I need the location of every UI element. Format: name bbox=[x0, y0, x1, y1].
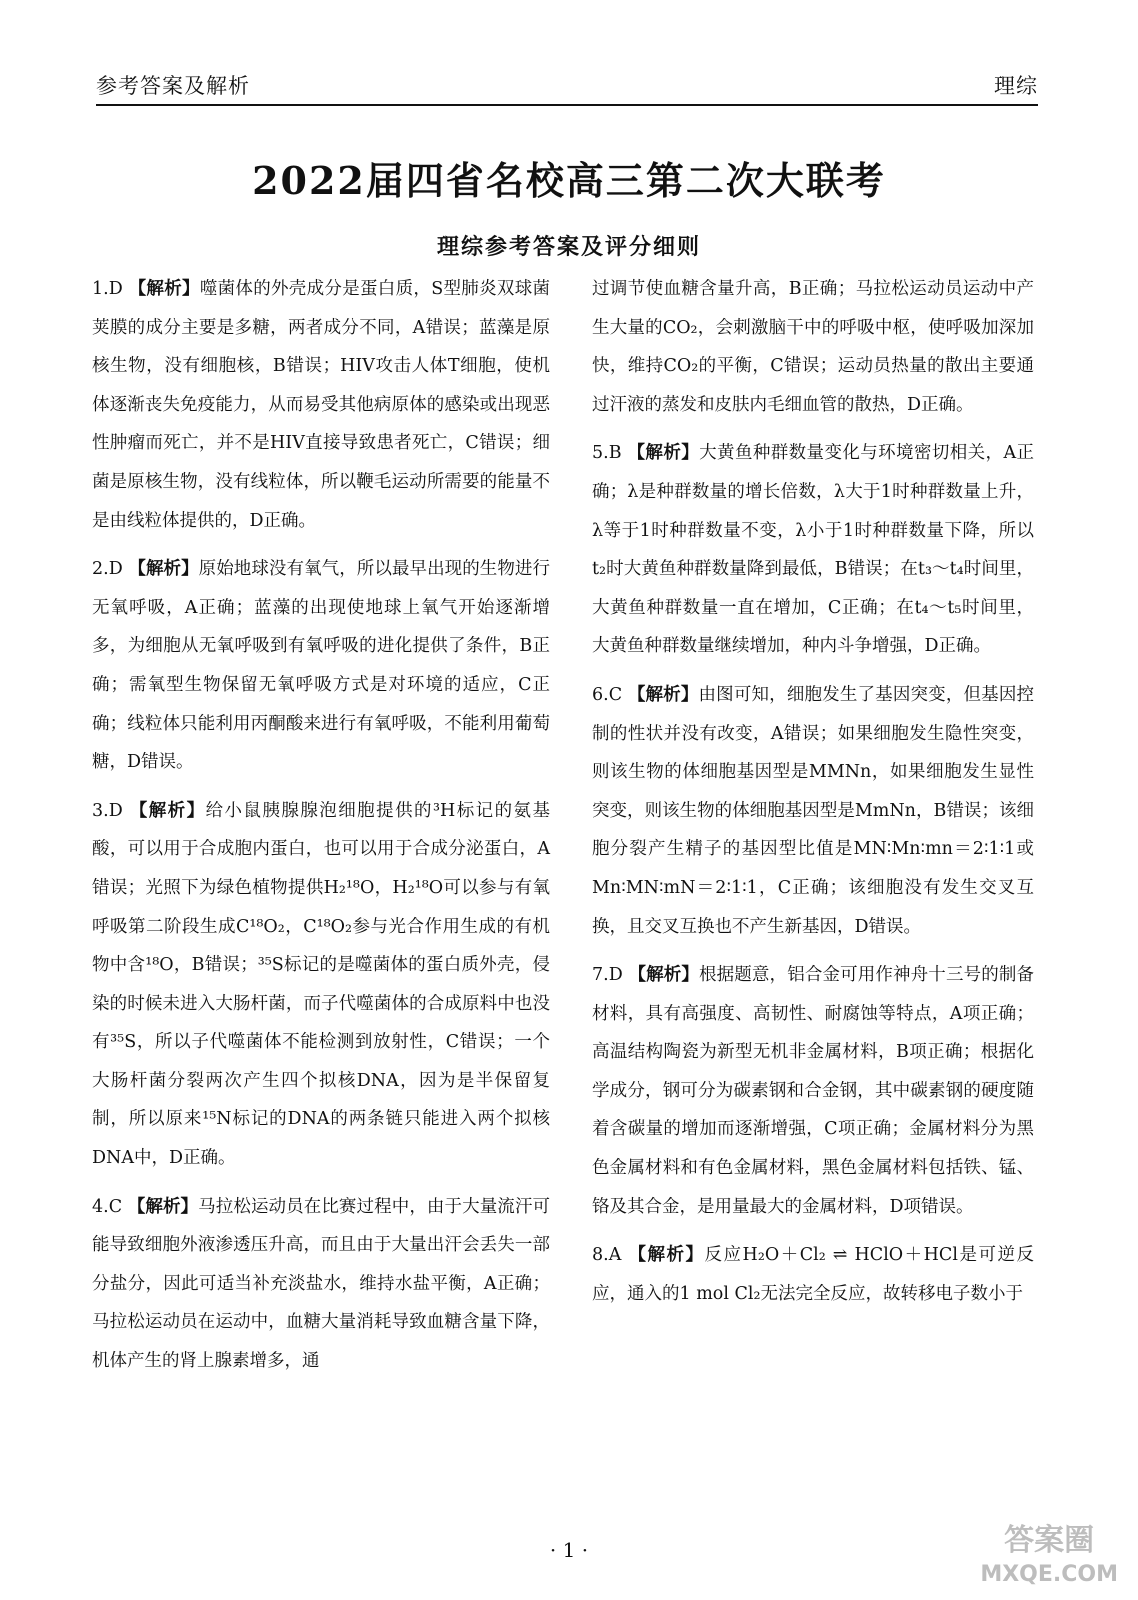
answer-number: 8.A bbox=[592, 1245, 622, 1266]
answer-item-3 bbox=[92, 792, 550, 1178]
answer-number: 2.D bbox=[92, 559, 123, 580]
answer-item-4 bbox=[92, 1188, 550, 1381]
analysis-tag: 【解析】 bbox=[129, 800, 206, 821]
page-number: · 1 · bbox=[549, 1538, 589, 1562]
analysis-tag: 【解析】 bbox=[628, 1245, 705, 1266]
answer-item-1 bbox=[92, 270, 550, 540]
page-header bbox=[96, 70, 1038, 106]
header-left-label: 参考答案及解析 bbox=[96, 74, 250, 98]
watermark-line-1: 答案圈 bbox=[1004, 1523, 1095, 1558]
analysis-tag: 【解析】 bbox=[128, 279, 200, 299]
answer-number: 4.C bbox=[92, 1196, 123, 1217]
document-subtitle: 理综参考答案及评分细则 bbox=[436, 234, 701, 260]
right-column bbox=[592, 270, 1034, 1323]
answer-item-5 bbox=[592, 434, 1034, 666]
answer-text: 由图可知，细胞发生了基因突变，但基因控制的性状并没有改变，A错误；如果细胞发生隐性突变，则该生物的体细胞基因型是MMNn，如果细胞发生显性突变，则该生物的体细胞基因型是MmNn，B错误；该细胞分裂产生精子的基因型比值是MN∶Mn∶mn＝2∶1∶1或Mn∶MN∶mN＝2∶1∶1，C正确；该细胞没有发生交叉互换，且交叉互换也不产生新基因，D错误。 bbox=[592, 684, 1034, 937]
answer-text: 反应H₂O＋Cl₂ ⇌ HClO＋HCl是可逆反应，通入的1 mol Cl₂无法完全反应，故转移电子数小于 bbox=[592, 1245, 1034, 1304]
document-title: 2022届四省名校高三第二次大联考 bbox=[252, 158, 886, 203]
watermark-line-2: MXQE.COM bbox=[980, 1562, 1118, 1587]
analysis-tag: 【解析】 bbox=[627, 684, 699, 705]
left-column bbox=[92, 270, 550, 1391]
answer-item-2 bbox=[92, 550, 550, 782]
watermark-logo bbox=[980, 1524, 1118, 1592]
answer-text: 过调节使血糖含量升高，B正确；马拉松运动员运动中产生大量的CO₂，会刺激脑干中的呼吸中枢，使呼吸加深加快，维持CO₂的平衡，C错误；运动员热量的散出主要通过汗液的蒸发和皮肤内毛细血管的散热，D正确。 bbox=[592, 279, 1034, 415]
answer-number: 6.C bbox=[592, 684, 623, 705]
answer-number: 1.D bbox=[92, 279, 123, 299]
answer-text: 噬菌体的外壳成分是蛋白质，S型肺炎双球菌荚膜的成分主要是多糖，两者成分不同，A错误；蓝藻是原核生物，没有细胞核，B错误；HIV攻击人体T细胞，使机体逐渐丧失免疫能力，从而易受其他病原体的感染或出现恶性肿瘤而死亡，并不是HIV直接导致患者死亡，C错误；细菌是原核生物，没有线粒体，所以鞭毛运动所需要的能量不是由线粒体提供的，D正确。 bbox=[92, 279, 550, 531]
analysis-tag: 【解析】 bbox=[627, 443, 700, 464]
answer-text: 大黄鱼种群数量变化与环境密切相关，A正确；λ是种群数量的增长倍数，λ大于1时种群数量上升，λ等于1时种群数量不变，λ小于1时种群数量下降，所以t₂时大黄鱼种群数量降到最低，B错误；在t₃～t₄时间里，大黄鱼种群数量一直在增加，C正确；在t₄～t₅时间里，大黄鱼种群数量继续增加，种内斗争增强，D正确。 bbox=[592, 443, 1034, 657]
answer-text: 给小鼠胰腺腺泡细胞提供的³H标记的氨基酸，可以用于合成胞内蛋白，也可以用于合成分泌蛋白，A错误；光照下为绿色植物提供H₂¹⁸O，H₂¹⁸O可以参与有氧呼吸第二阶段生成C¹⁸O₂，C¹⁸O₂参与光合作用生成的有机物中含¹⁸O，B错误；³⁵S标记的是噬菌体的蛋白质外壳，侵染的时候未进入大肠杆菌，而子代噬菌体的合成原料中也没有³⁵S，所以子代噬菌体不能检测到放射性，C错误；一个大肠杆菌分裂两次产生四个拟核DNA，因为是半保留复制，所以原来¹⁵N标记的DNA的两条链只能进入两个拟核DNA中，D正确。 bbox=[92, 800, 550, 1169]
answer-number: 7.D bbox=[592, 965, 623, 986]
analysis-tag: 【解析】 bbox=[628, 965, 699, 986]
answer-text: 马拉松运动员在比赛过程中，由于大量流汗可能导致细胞外液渗透压升高，而且由于大量出汗会丢失一部分盐分，因此可适当补充淡盐水，维持水盐平衡，A正确；马拉松运动员在运动中，血糖大量消耗导致血糖含量下降，机体产生的肾上腺素增多，通 bbox=[92, 1196, 550, 1372]
answer-item-6 bbox=[592, 676, 1034, 946]
answer-text: 根据题意，铝合金可用作神舟十三号的制备材料，具有高强度、高韧性、耐腐蚀等特点，A项正确；高温结构陶瓷为新型无机非金属材料，B项正确；根据化学成分，钢可分为碳素钢和合金钢，其中碳素钢的硬度随着含碳量的增加而逐渐增强，C项正确；金属材料分为黑色金属材料和有色金属材料，黑色金属材料包括铁、锰、铬及其合金，是用量最大的金属材料，D项错误。 bbox=[592, 965, 1034, 1217]
answer-number: 3.D bbox=[92, 800, 123, 821]
answer-number: 5.B bbox=[592, 443, 622, 464]
answer-item-7 bbox=[592, 956, 1034, 1226]
answer-item-8 bbox=[592, 1236, 1034, 1313]
header-right-label: 理综 bbox=[994, 74, 1038, 98]
analysis-tag: 【解析】 bbox=[127, 1196, 199, 1217]
answer-text: 原始地球没有氧气，所以最早出现的生物进行无氧呼吸，A正确；蓝藻的出现使地球上氧气开始逐渐增多，为细胞从无氧呼吸到有氧呼吸的进化提供了条件，B正确；需氧型生物保留无氧呼吸方式是对环境的适应，C正确；线粒体只能利用丙酮酸来进行有氧呼吸，不能利用葡萄糖，D错误。 bbox=[92, 559, 550, 773]
answer-item-4-continued bbox=[592, 270, 1034, 424]
analysis-tag: 【解析】 bbox=[128, 559, 199, 580]
